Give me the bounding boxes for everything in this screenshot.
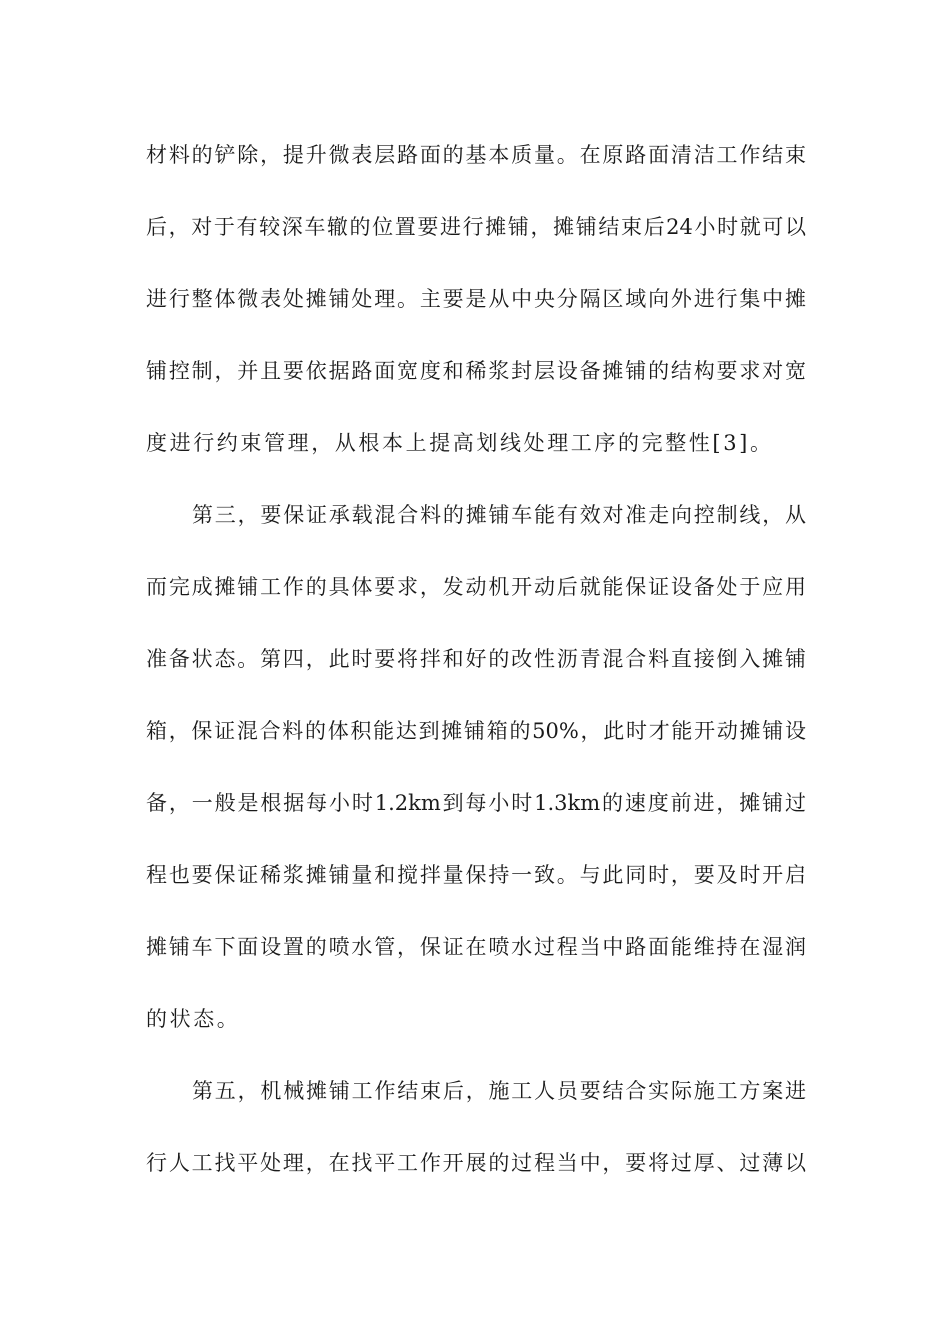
text-line: 度进行约束管理，从根本上提高划线处理工序的完整性[3]。 [146, 431, 774, 455]
text-line: 准备状态。第四，此时要将拌和好的改性沥青混合料直接倒入摊铺 [146, 647, 806, 671]
text-line: 第三，要保证承载混合料的摊铺车能有效对准走向控制线，从 [192, 503, 806, 527]
text-line: 第五，机械摊铺工作结束后，施工人员要结合实际施工方案进 [192, 1079, 806, 1103]
text-line: 的状态。 [146, 1007, 241, 1031]
text-line: 程也要保证稀浆摊铺量和搅拌量保持一致。与此同时，要及时开启 [146, 863, 806, 887]
text-line: 行人工找平处理，在找平工作开展的过程当中，要将过厚、过薄以 [146, 1151, 806, 1175]
text-line: 备，一般是根据每小时1.2km到每小时1.3km的速度前进，摊铺过 [146, 791, 806, 815]
text-line: 摊铺车下面设置的喷水管，保证在喷水过程当中路面能维持在湿润 [146, 935, 806, 959]
text-line: 材料的铲除，提升微表层路面的基本质量。在原路面清洁工作结束 [146, 143, 806, 167]
text-line: 箱，保证混合料的体积能达到摊铺箱的50%，此时才能开动摊铺设 [146, 719, 806, 743]
text-line: 铺控制，并且要依据路面宽度和稀浆封层设备摊铺的结构要求对宽 [146, 359, 806, 383]
text-line: 后，对于有较深车辙的位置要进行摊铺，摊铺结束后24小时就可以 [146, 215, 806, 239]
text-line: 而完成摊铺工作的具体要求，发动机开动后就能保证设备处于应用 [146, 575, 806, 599]
text-line: 进行整体微表处摊铺处理。主要是从中央分隔区域向外进行集中摊 [146, 287, 806, 311]
